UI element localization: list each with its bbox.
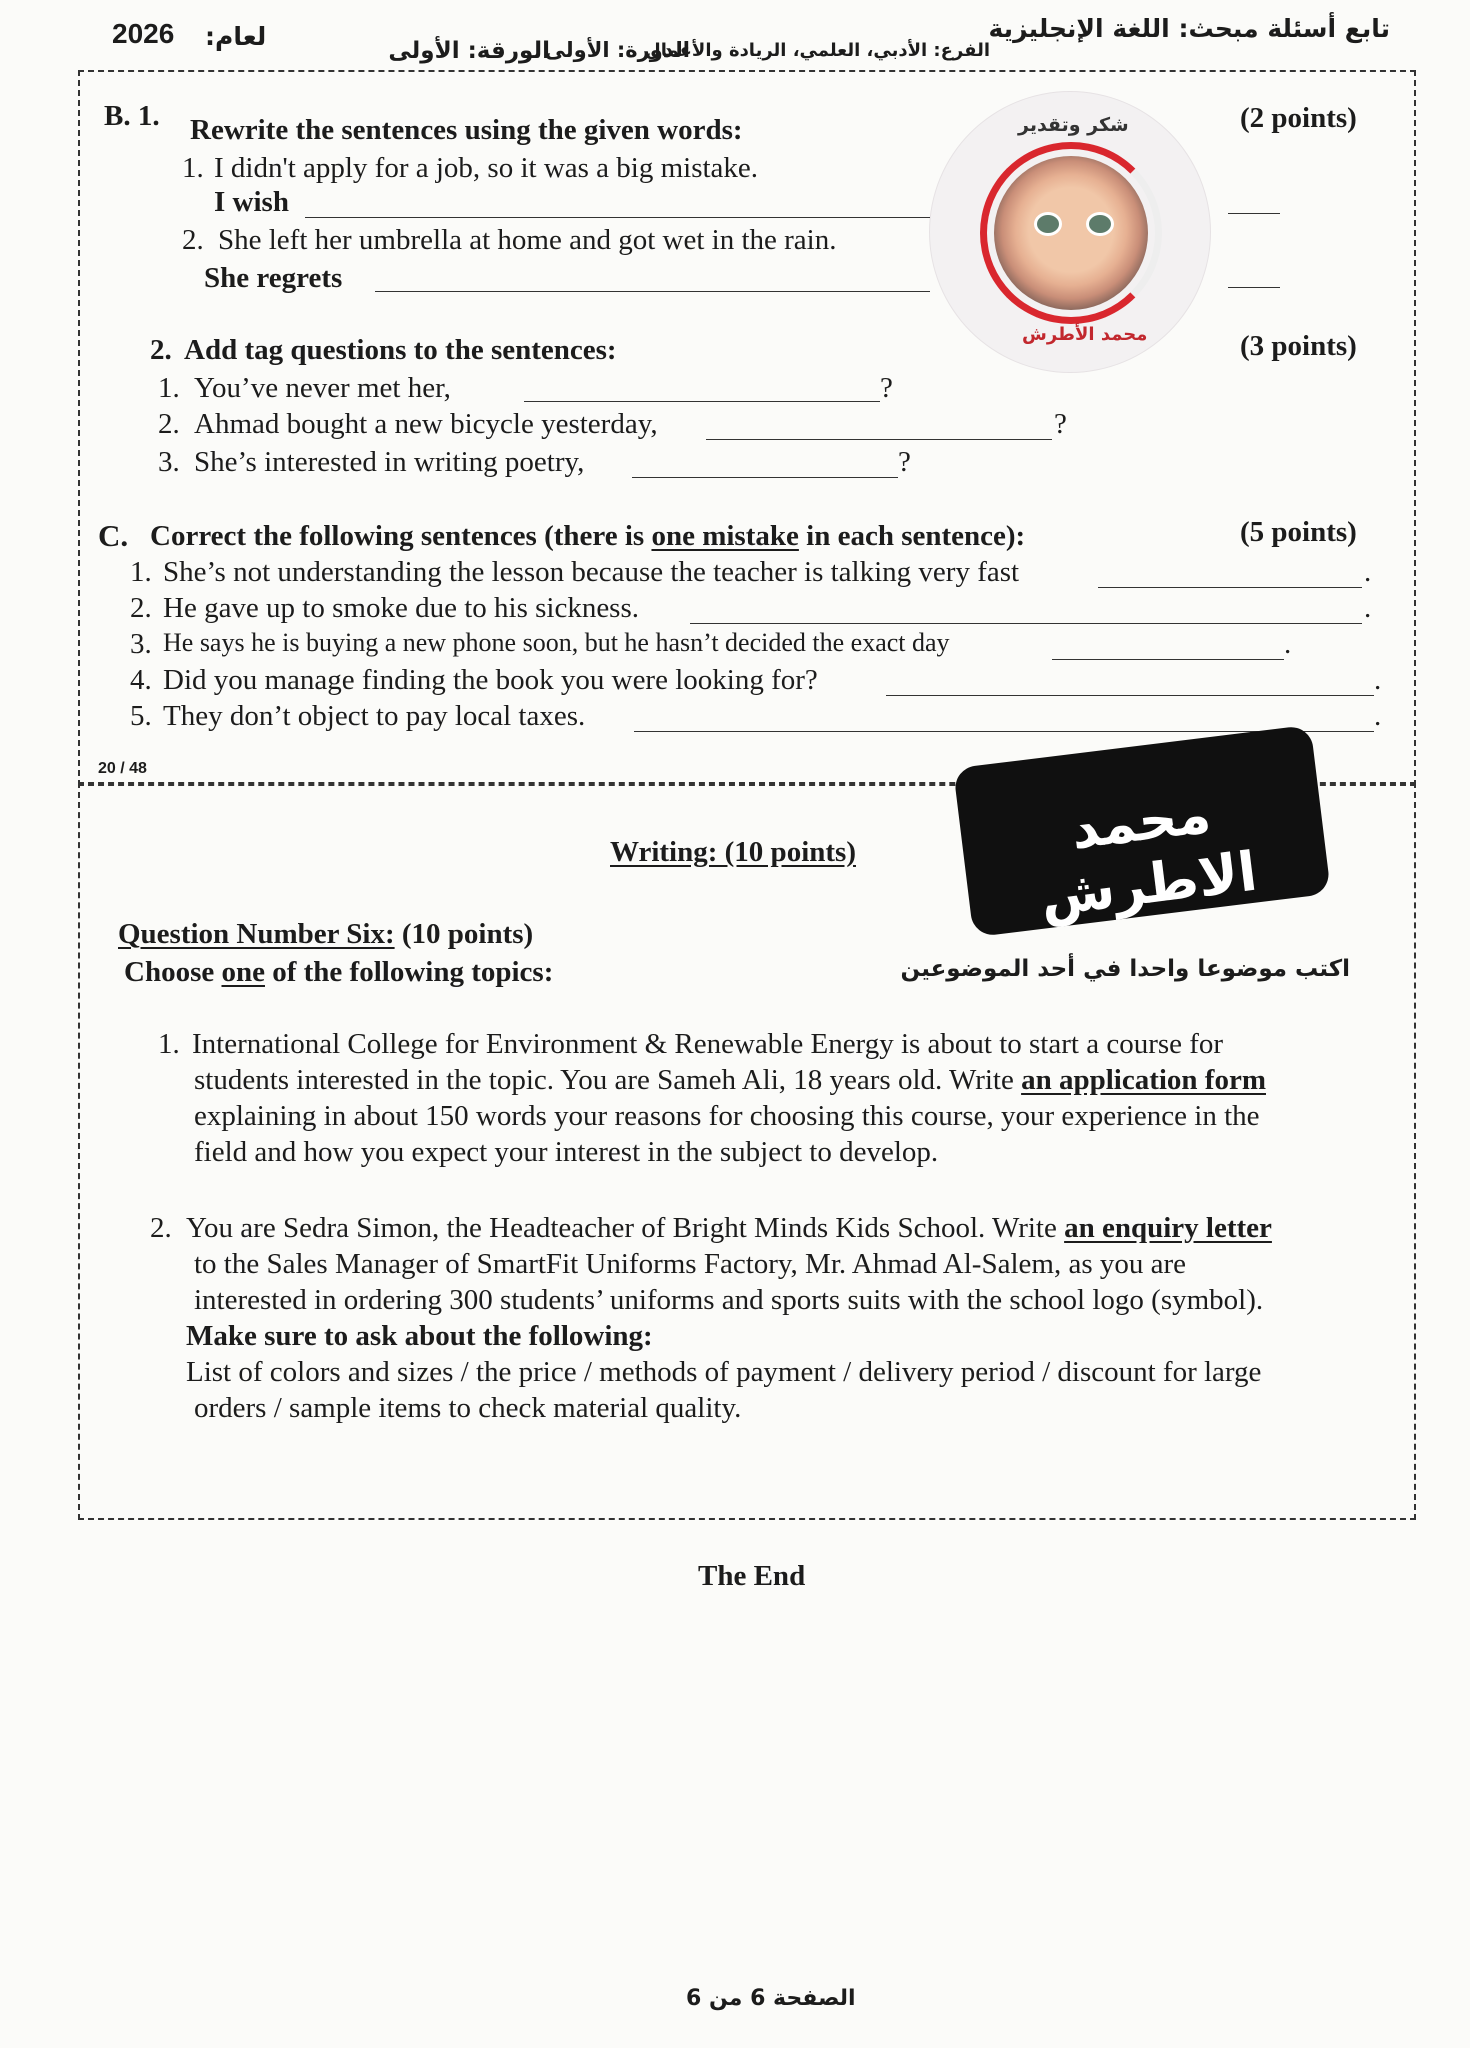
exam-subject: تابع أسئلة مبحث: اللغة الإنجليزية — [988, 14, 1390, 43]
b1-item-2-prompt: She regrets — [204, 262, 343, 294]
topic-2-task-type: an enquiry letter — [1064, 1212, 1272, 1244]
year-label: لعام: — [205, 22, 267, 51]
b1-item-1-prompt: I wish — [214, 186, 289, 218]
topic-2-num: 2. — [150, 1212, 172, 1244]
section-b2-title: Add tag questions to the sentences: — [184, 334, 617, 366]
b2-item-2-num: 2. — [158, 408, 180, 440]
section-c-title-end: in each sentence): — [806, 520, 1026, 552]
topic-2-line-6: orders / sample items to check material quality. — [194, 1392, 742, 1424]
section-c-points: (5 points) — [1240, 516, 1357, 548]
topic-2-line-5: List of colors and sizes / the price / methods of payment / delivery period / discount for large — [186, 1356, 1262, 1388]
b2-item-3-end: ? — [898, 446, 911, 478]
section-b1-points: (2 points) — [1240, 102, 1357, 134]
c-item-5-num: 5. — [130, 700, 152, 732]
c-item-1-answer-line[interactable] — [1098, 586, 1362, 588]
question-six-points: (10 points) — [401, 918, 534, 950]
section-b2-label: 2. — [150, 334, 172, 366]
c-item-4-answer-line[interactable] — [886, 694, 1374, 696]
choose-start: Choose — [124, 956, 215, 988]
section-c-title — [150, 520, 1025, 553]
c-item-1-end: . — [1364, 556, 1372, 588]
topic-2-line-3: interested in ordering 300 students’ uniforms and sports suits with the school logo (symbol). — [194, 1284, 1264, 1316]
right-eye — [1086, 212, 1114, 236]
b2-item-1-end: ? — [880, 372, 893, 404]
b2-item-2-end: ? — [1054, 408, 1067, 440]
topic-1-num: 1. — [158, 1028, 180, 1060]
section-b2-points: (3 points) — [1240, 330, 1357, 362]
c-item-3-end: . — [1284, 628, 1292, 660]
c-item-3-num: 3. — [130, 628, 152, 660]
b2-item-1-text: You’ve never met her, — [194, 372, 451, 404]
b2-item-1-num: 1. — [158, 372, 180, 404]
c-item-3-answer-line[interactable] — [1052, 658, 1284, 660]
c-item-4-end: . — [1374, 664, 1382, 696]
c-item-1-num: 1. — [130, 556, 152, 588]
b1-item-2-num: 2. — [182, 224, 204, 256]
b2-item-1-answer-line[interactable] — [524, 400, 880, 402]
topic-2-make-sure: Make sure to ask about the following: — [186, 1320, 653, 1352]
exam-year: 2026 — [112, 18, 175, 49]
watermark-badge-text: محمد الاطرش — [1036, 781, 1261, 929]
b2-item-3-num: 3. — [158, 446, 180, 478]
choose-emphasis: one — [221, 956, 265, 988]
topic-1-line-2-start: students interested in the topic. You are Sameh Ali, 18 years old. Write — [194, 1064, 1014, 1096]
arabic-instruction: اكتب موضوعا واحدا في أحد الموضوعين — [900, 956, 1350, 982]
b1-item-1-num: 1. — [182, 152, 204, 184]
question-six-label: Question Number Six: — [118, 918, 395, 950]
section-b1-title: Rewrite the sentences using the given words: — [190, 114, 743, 146]
section-c-title-start: Correct the following sentences (there is — [150, 520, 645, 552]
b1-item-2-answer-line[interactable] — [375, 290, 930, 292]
c-item-2-answer-line[interactable] — [690, 622, 1362, 624]
b1-item-2-text: She left her umbrella at home and got wet in the rain. — [218, 224, 837, 256]
topic-1-line-2 — [194, 1064, 1266, 1097]
b1-item-1-answer-line[interactable] — [305, 216, 930, 218]
choose-end: of the following topics: — [272, 956, 554, 988]
stamp-title: شكر وتقدير — [1018, 114, 1129, 136]
topic-1-task-type: an application form — [1021, 1064, 1266, 1096]
page-count: 20 / 48 — [98, 760, 147, 777]
b2-item-2-answer-line[interactable] — [706, 438, 1052, 440]
left-eye — [1034, 212, 1062, 236]
section-b1-label: B. 1. — [104, 100, 160, 132]
baby-photo — [994, 156, 1148, 310]
exam-branch: الفرع: الأدبي، العلمي، الريادة والأعمال — [645, 40, 990, 61]
b1-item-1-answer-line-end[interactable] — [1228, 212, 1280, 214]
b2-item-2-text: Ahmad bought a new bicycle yesterday, — [194, 408, 658, 440]
stamp-name: محمد الأطرش — [1022, 324, 1148, 345]
appreciation-stamp — [930, 92, 1210, 372]
the-end: The End — [698, 1560, 806, 1592]
topic-1-line-4: field and how you expect your interest in the subject to develop. — [194, 1136, 939, 1168]
b2-item-3-text: She’s interested in writing poetry, — [194, 446, 585, 478]
page-footer: الصفحة 6 من 6 — [686, 1986, 856, 2011]
writing-title: Writing: (10 points) — [610, 836, 856, 868]
c-item-4-text: Did you manage finding the book you were looking for? — [163, 664, 818, 696]
c-item-5-end: . — [1374, 700, 1382, 732]
c-item-5-text: They don’t object to pay local taxes. — [163, 700, 586, 732]
section-c-label: C. — [98, 518, 129, 553]
c-item-2-text: He gave up to smoke due to his sickness. — [163, 592, 640, 624]
b1-item-2-answer-line-end[interactable] — [1228, 286, 1280, 288]
choose-instruction — [124, 956, 553, 989]
question-six — [118, 918, 533, 951]
c-item-1-text: She’s not understanding the lesson because the teacher is talking very fast — [163, 556, 1020, 588]
section-c-title-emphasis: one mistake — [651, 520, 799, 552]
topic-2-line-1 — [186, 1212, 1272, 1245]
b1-item-1-text: I didn't apply for a job, so it was a big mistake. — [214, 152, 759, 184]
topic-1-line-3: explaining in about 150 words your reasons for choosing this course, your experience in the — [194, 1100, 1260, 1132]
c-item-2-end: . — [1364, 592, 1372, 624]
topic-1-line-1: International College for Environment & Renewable Energy is about to start a course for — [192, 1028, 1224, 1060]
topic-2-line-2: to the Sales Manager of SmartFit Uniforms Factory, Mr. Ahmad Al-Salem, as you are — [194, 1248, 1187, 1280]
c-item-2-num: 2. — [130, 592, 152, 624]
topic-2-line-1-start: You are Sedra Simon, the Headteacher of Bright Minds Kids School. Write — [186, 1212, 1057, 1244]
exam-paper: الورقة: الأولى — [388, 38, 550, 64]
c-item-3-text: He says he is buying a new phone soon, but he hasn’t decided the exact day — [163, 628, 950, 657]
b2-item-3-answer-line[interactable] — [632, 476, 898, 478]
c-item-4-num: 4. — [130, 664, 152, 696]
exam-session: الدورة: الأولى — [544, 38, 690, 62]
